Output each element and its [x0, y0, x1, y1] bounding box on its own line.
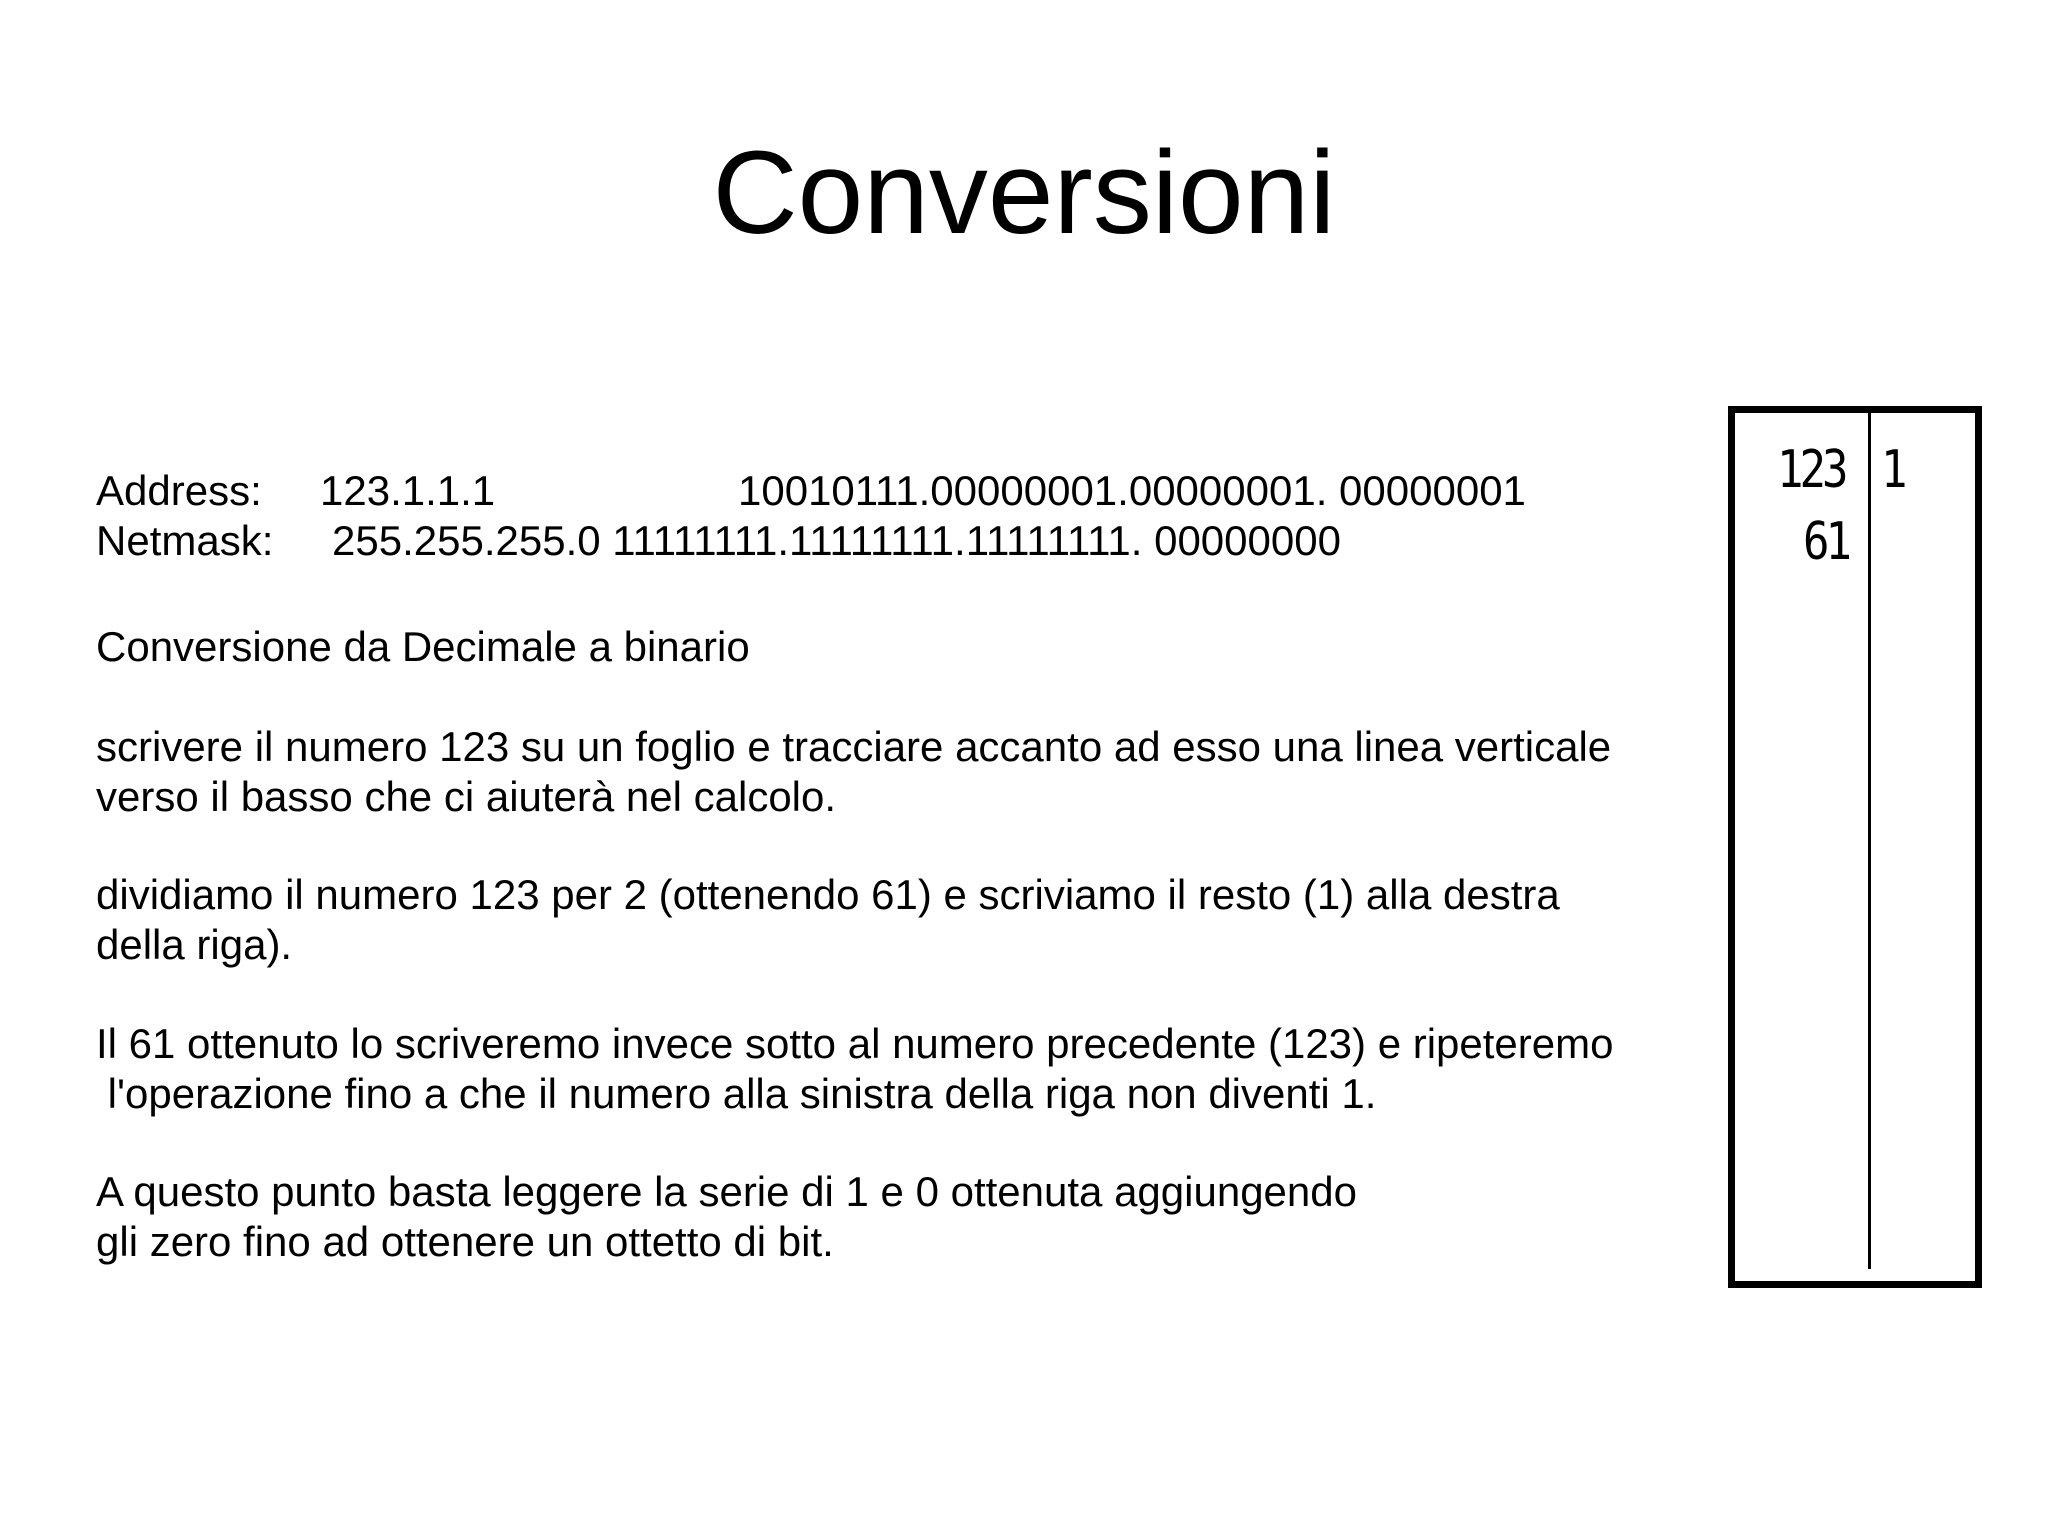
division-vertical-line — [1868, 413, 1871, 1269]
address-decimal: 123.1.1.1 — [320, 467, 496, 514]
netmask-label: Netmask: — [96, 517, 274, 564]
division-quotient: 61 — [1803, 511, 1848, 572]
address-binary: 10010111.00000001.00000001. 00000001 — [738, 467, 1526, 514]
netmask-decimal: 255.255.255.0 — [332, 517, 601, 564]
paragraph-4-line-1: A questo punto basta leggere la serie di 1 e 0 ottenuta aggiungendo — [96, 1168, 1357, 1215]
address-line — [96, 466, 1526, 516]
netmask-binary: 11111111.11111111.11111111. 00000000 — [612, 517, 1341, 564]
page-title: Conversioni — [712, 127, 1336, 259]
address-label: Address: — [96, 467, 262, 514]
division-table-box — [1728, 406, 1982, 1288]
paragraph-4-line-2: gli zero fino ad ottenere un ottetto di bit. — [96, 1218, 834, 1265]
division-remainder: 1 — [1881, 439, 1904, 500]
paragraph-2-line-1: dividiamo il numero 123 per 2 (ottenendo 61) e scriviamo il resto (1) alla destra — [96, 871, 1560, 918]
netmask-line — [96, 516, 1341, 566]
section-heading: Conversione da Decimale a binario — [96, 623, 750, 670]
paragraph-2-line-2: della riga). — [96, 921, 293, 968]
paragraph-3-line-2: l'operazione fino a che il numero alla sinistra della riga non diventi 1. — [96, 1070, 1377, 1117]
division-quotient: 123 — [1777, 439, 1845, 500]
paragraph-3-line-1: Il 61 ottenuto lo scriveremo invece sotto al numero precedente (123) e ripeteremo — [96, 1020, 1614, 1067]
paragraph-1-line-2: verso il basso che ci aiuterà nel calcolo. — [96, 773, 837, 820]
paragraph-1-line-1: scrivere il numero 123 su un foglio e tracciare accanto ad esso una linea verticale — [96, 723, 1612, 770]
